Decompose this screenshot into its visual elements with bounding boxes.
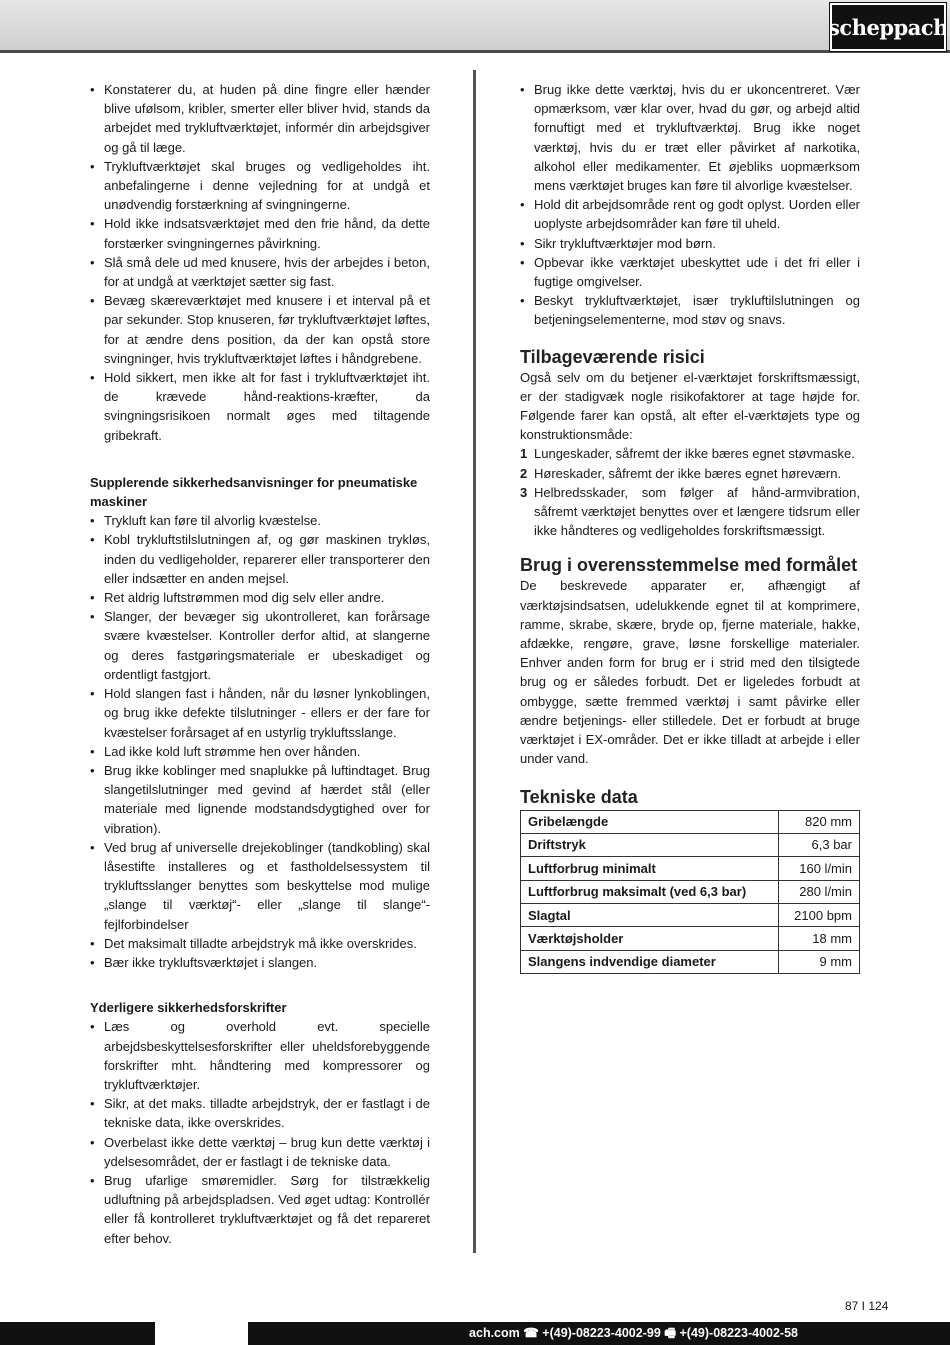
list-item: • Konstaterer du, at huden på dine fingre eller hænder blive ufølsom, kribler, smerter eller bliver hvid, stands da arbejdet med trykluftværktøjet, informér din arbejdsgiver og gå til læge. (90, 80, 430, 157)
list-item: • Overbelast ikke dette værktøj – brug kun dette værktøj i ydelsesområdet, der er fastlagt i de tekniske data. (90, 1133, 430, 1171)
table-row (521, 950, 860, 973)
spec-value: 160 l/min (779, 857, 860, 880)
right-column (520, 80, 860, 974)
list-item: • Hold dit arbejdsområde rent og godt oplyst. Uorden eller uoplyste arbejdsområder kan føre til uheld. (520, 195, 860, 233)
heading-additional: Yderligere sikkerhedsforskrifter (90, 1000, 287, 1016)
heading-residual-risks: Tilbageværende risici (520, 346, 705, 367)
header-bar (0, 0, 950, 53)
list-item: • Opbevar ikke værktøjet ubeskyttet ude i det fri eller i fugtige omgivelser. (520, 253, 860, 291)
footer-gap (155, 1322, 248, 1345)
list-item (520, 483, 860, 541)
list-item: • Hold sikkert, men ikke alt for fast i trykluftværktøjet iht. de krævede hånd-reaktions-kræfter, da svingningsrisikoen normalt øges med tiltagende gribekraft. (90, 368, 430, 445)
list-item (520, 444, 860, 463)
table-row (521, 880, 860, 903)
list-item: • Læs og overhold evt. specielle arbejdsbeskyttelsesforskrifter eller uheldsforebyggende forskrifter mht. håndtering med kompressorer og trykluftværktøjer. (90, 1017, 430, 1094)
table-row (521, 927, 860, 950)
safety-list-pneumatic (90, 511, 430, 972)
list-item: • Trykluftværktøjet skal bruges og vedligeholdes iht. anbefalingerne i denne vejledning for at undgå et unødvendig forstærkning af svingningerne. (90, 157, 430, 215)
list-item: • Lad ikke kold luft strømme hen over hånden. (90, 742, 430, 761)
technical-data-table (520, 810, 860, 975)
residual-risks-intro: Også selv om du betjener el-værktøjet forskriftsmæssigt, er der stadigvæk nogle risikofaktorer at tage højde for. Følgende farer kan opstå, alt efter el-værktøjets type og konstruktionsmåde: (520, 369, 860, 443)
safety-list-general (520, 80, 860, 330)
column-divider (473, 70, 476, 1253)
residual-risks-list (520, 444, 860, 540)
list-item: • Bevæg skæreværktøjet med knusere i et interval på et par sekunder. Stop knuseren, før trykluftværktøjet løftes, for at ændre dens position, da der kan opstå store svingninger, hvis trykluftværktøjet løftes i håndgrebene. (90, 291, 430, 368)
spec-value: 18 mm (779, 927, 860, 950)
list-item: • Hold slangen fast i hånden, når du løsner lynkoblingen, og brug ikke defekte tilslutninger - ellers er der fare for kvæstelser forårsaget af en ustyrlig trykluftsslange. (90, 684, 430, 742)
list-item: • Kobl trykluftstilslutningen af, og gør maskinen trykløs, inden du vedligeholder, reparerer eller transporterer den eller indsætter en anden mejsel. (90, 530, 430, 588)
list-item: • Brug ikke koblinger med snaplukke på luftindtaget. Brug slangetilslutninger med gevind af hærdet stål (eller materiale med lignende modstandsdygtighed over for vibration). (90, 761, 430, 838)
left-column (90, 80, 430, 1248)
spec-value: 9 mm (779, 950, 860, 973)
list-item: • Slå små dele ud med knusere, hvis der arbejdes i beton, for at undgå at værktøjet sætter sig fast. (90, 253, 430, 291)
heading-pneumatic: Supplerende sikkerhedsanvisninger for pneumatiske maskiner (90, 474, 418, 510)
safety-list-additional (90, 1017, 430, 1247)
list-item: • Ved brug af universelle drejekoblinger (tandkobling) skal låsestifte installeres og et fastholdelsessystem til trykluftsslanger benyttes som beskyttelse mod mulige „slange til værktøj“- eller „slange til slange“-fejlforbindelser (90, 838, 430, 934)
list-item: • Bær ikke trykluftsværktøjet i slangen. (90, 953, 430, 972)
spec-label: Luftforbrug minimalt (521, 857, 779, 880)
item-text: Helbredsskader, som følger af hånd-armvibration, såfremt værktøjet benyttes over et længere tidsrum eller ikke håndteres og vedligeholdes forskriftsmæssigt. (534, 484, 860, 539)
spec-value: 2100 bpm (779, 904, 860, 927)
list-item: • Det maksimalt tilladte arbejdstryk må ikke overskrides. (90, 934, 430, 953)
spec-value: 280 l/min (779, 880, 860, 903)
spec-label: Slangens indvendige diameter (521, 950, 779, 973)
list-item: • Trykluft kan føre til alvorlig kvæstelse. (90, 511, 430, 530)
list-item: • Sikr, at det maks. tilladte arbejdstryk, der er fastlagt i de tekniske data, ikke overskrides. (90, 1094, 430, 1132)
list-item: • Brug ufarlige smøremidler. Sørg for tilstrækkelig udluftning på arbejdspladsen. Ved øget udtag: Kontrollér eller få kontrolleret trykluftværktøjet og få det repareret efter behov. (90, 1171, 430, 1248)
item-number: 1 (520, 446, 528, 462)
table-row (521, 810, 860, 833)
table-row (521, 904, 860, 927)
item-text: Lungeskader, såfremt der ikke bæres egnet støvmaske. (534, 446, 855, 462)
list-item: • Beskyt trykluftværktøjet, især trykluftilslutningen og betjeningselementerne, mod støv og snavs. (520, 291, 860, 329)
heading-intended-use: Brug i overensstemmelse med formålet (520, 555, 858, 576)
table-row (521, 857, 860, 880)
heading-technical-data: Tekniske data (520, 786, 638, 807)
table-row (521, 833, 860, 856)
spec-value: 6,3 bar (779, 833, 860, 856)
item-text: Høreskader, såfremt der ikke bæres egnet høreværn. (534, 465, 842, 481)
intended-use-text: De beskrevede apparater er, afhængigt af værktøjsindsatsen, udelukkende egnet til at komprimere, ramme, skrabe, skære, bryde op, fjerne materiale, hakke, afdække, rengøre, grave, løsne forskellige materialer. Enhver anden form for brug er i strid med den tilsigtede brug og er således forbudt. Det er ligeledes forbudt at ombygge, sætte fremmed værktøj i samt påvirke eller ændre betjenings- eller stilledele. Det er forbudt at bruge værktøjet i EX-områder. Det er ikke tilladt at arbejde i eller under vand. (520, 578, 860, 767)
list-item: • Slanger, der bevæger sig ukontrolleret, kan forårsage svære kvæstelser. Kontroller derfor altid, at slangerne og deres fastgøringsmateriale er ubeskadiget og ordentligt fastgjort. (90, 607, 430, 684)
footer-contact: ach.com ☎ +(49)-08223-4002-99 🖷 +(49)-08223-4002-58 (469, 1326, 798, 1340)
list-item: • Hold ikke indsatsværktøjet med den frie hånd, da dette forstærker svingningernes påvirkning. (90, 214, 430, 252)
spec-label: Gribelængde (521, 810, 779, 833)
list-item: • Sikr trykluftværktøjer mod børn. (520, 234, 860, 253)
list-item: • Ret aldrig luftstrømmen mod dig selv eller andre. (90, 588, 430, 607)
spec-value: 820 mm (779, 810, 860, 833)
list-item (520, 464, 860, 483)
item-number: 2 (520, 465, 528, 481)
spec-label: Værktøjsholder (521, 927, 779, 950)
brand-logo: scheppach (830, 3, 946, 51)
footer-bar (0, 1322, 950, 1345)
item-number: 3 (520, 484, 528, 500)
spec-label: Driftstryk (521, 833, 779, 856)
spec-label: Slagtal (521, 904, 779, 927)
page-number: 87 I 124 (845, 1299, 889, 1313)
safety-list-vibration (90, 80, 430, 445)
list-item: • Brug ikke dette værktøj, hvis du er ukoncentreret. Vær opmærksom, vær klar over, hvad du gør, og arbejd altid fornuftigt med et trykluftværktøj. Brug ikke noget værktøj, hvis du er træt eller påvirket af narkotika, alkohol eller medikamenter. Et øjebliks uopmærksom mens værktøjet bruges kan føre til alvorlige kvæstelser. (520, 80, 860, 195)
spec-label: Luftforbrug maksimalt (ved 6,3 bar) (521, 880, 779, 903)
